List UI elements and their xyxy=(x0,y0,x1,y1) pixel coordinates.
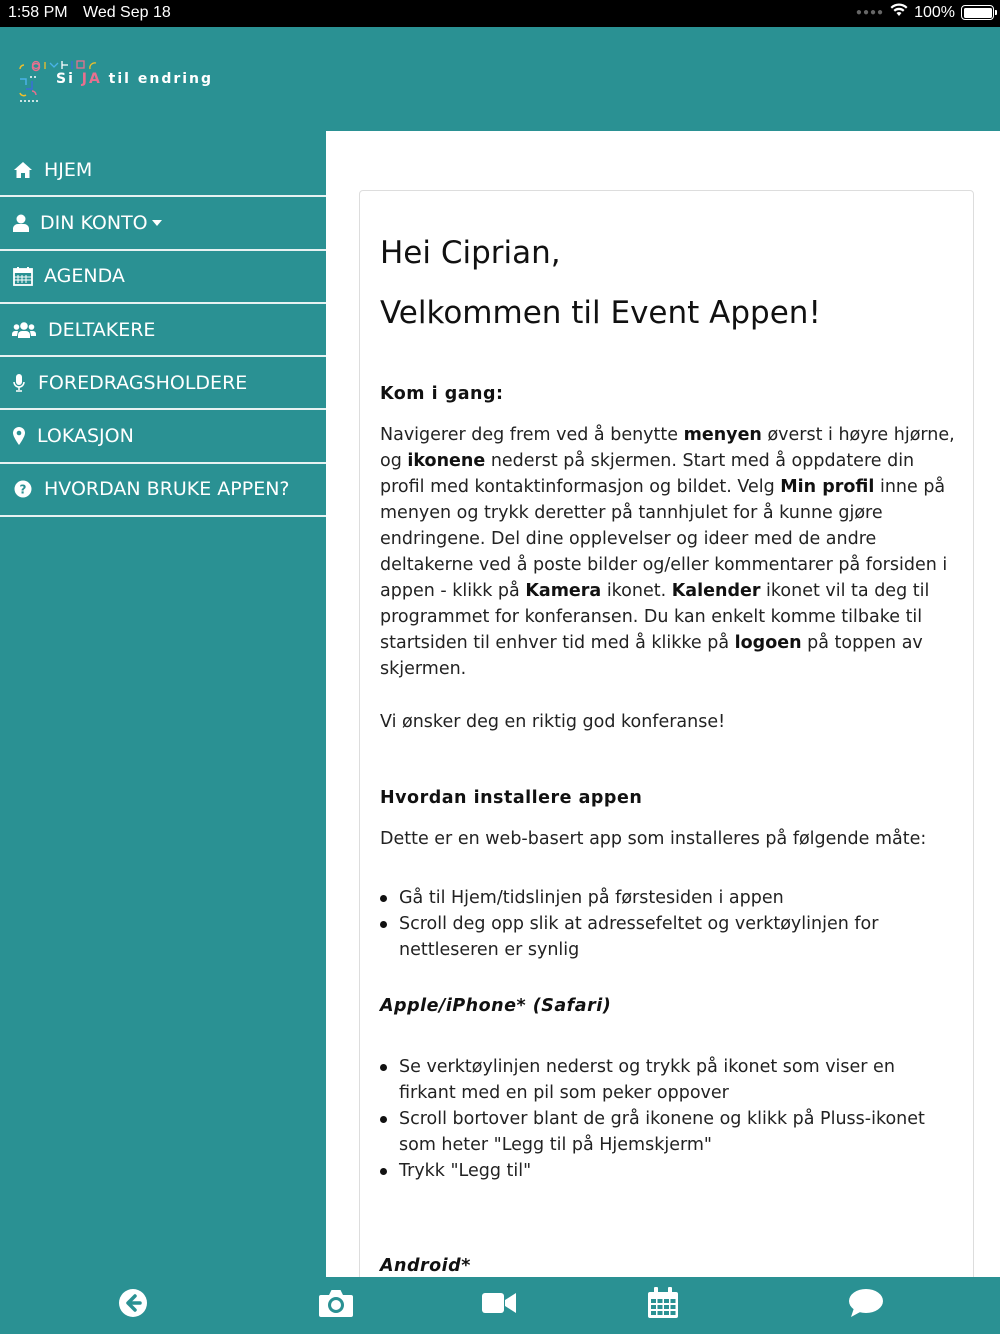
sidebar-item-label: DELTAKERE xyxy=(48,318,156,341)
logo-text-highlight: JA xyxy=(81,71,102,87)
sidebar-item-label: HVORDAN BRUKE APPEN? xyxy=(44,478,290,501)
sidebar-item-deltakere[interactable] xyxy=(0,304,326,357)
camera-icon xyxy=(318,1288,354,1322)
sidebar-item-hvordan-bruke-appen[interactable] xyxy=(0,464,326,517)
intro-bold-menyen: menyen xyxy=(683,425,762,445)
sidebar-item-label: AGENDA xyxy=(44,265,125,288)
install-intro: Dette er en web-basert app som installeres på følgende måte: xyxy=(380,829,927,849)
intro-bold-kalender: Kalender xyxy=(671,581,761,601)
chevron-down-icon xyxy=(152,220,162,226)
logo-text-suffix: til endring xyxy=(101,71,214,87)
wish-paragraph: Vi ønsker deg en riktig god konferanse! xyxy=(380,712,726,732)
content-card xyxy=(359,190,974,1290)
chat-button[interactable] xyxy=(848,1287,884,1323)
status-time: 1:58 PM xyxy=(8,4,68,21)
calendar-button[interactable] xyxy=(645,1287,681,1323)
battery-percent: 100% xyxy=(914,3,955,21)
wifi-icon xyxy=(890,3,908,22)
camera-button[interactable] xyxy=(318,1287,354,1323)
sidebar-item-lokasjon[interactable] xyxy=(0,410,326,463)
video-icon xyxy=(481,1291,517,1319)
chat-icon xyxy=(848,1288,884,1322)
map-marker-icon xyxy=(12,425,26,447)
logo-text xyxy=(56,71,213,87)
logo-text-prefix: Si xyxy=(56,71,82,87)
sidebar-item-din-konto[interactable] xyxy=(0,197,326,250)
sidebar xyxy=(0,131,326,1277)
status-date: Wed Sep 18 xyxy=(83,4,171,21)
apple-title: Apple/iPhone* (Safari) xyxy=(380,996,612,1016)
list-item: Se verktøylinjen nederst og trykk på ikonet som viser en firkant med en pil som peker oppover xyxy=(380,1054,940,1106)
sidebar-item-label: FOREDRAGSHOLDERE xyxy=(38,371,248,394)
status-bar xyxy=(0,0,1000,27)
install-steps-list xyxy=(380,885,940,963)
sidebar-item-foredragsholdere[interactable] xyxy=(0,357,326,410)
intro-text-3: nederst på skjermen. Start med å oppdatere din profil med kontaktinformasjon og bildet. Velg xyxy=(380,451,915,497)
home-icon xyxy=(12,159,34,181)
svg-text:?: ? xyxy=(19,482,27,497)
intro-text-1: Navigerer deg frem ved å benytte xyxy=(380,425,684,445)
calendar-icon xyxy=(12,265,34,287)
users-icon xyxy=(12,319,36,341)
logo[interactable] xyxy=(16,57,213,105)
intro-bold-logoen: logoen xyxy=(734,633,802,653)
question-circle-icon xyxy=(12,478,34,500)
intro-text-2: øverst i høyre hjørne, og xyxy=(380,425,955,471)
bottom-toolbar xyxy=(0,1277,1000,1334)
list-item: Scroll bortover blant de grå ikonene og klikk på Pluss-ikonet som heter "Legg til på Hjemskjerm" xyxy=(380,1106,940,1158)
microphone-icon xyxy=(12,372,26,394)
battery-icon xyxy=(961,5,994,20)
android-title: Android* xyxy=(380,1256,471,1276)
sidebar-item-label: LOKASJON xyxy=(37,425,134,448)
intro-bold-min-profil: Min profil xyxy=(780,477,875,497)
sidebar-item-label: DIN KONTO xyxy=(40,211,148,234)
app-header xyxy=(0,27,1000,131)
intro-bold-kamera: Kamera xyxy=(525,581,602,601)
intro-bold-ikonene: ikonene xyxy=(407,451,486,471)
user-icon xyxy=(12,212,30,234)
logo-decor-icon xyxy=(20,57,100,71)
intro-text-7: på toppen av skjermen. xyxy=(380,633,923,679)
install-title: Hvordan installere appen xyxy=(380,788,643,808)
apple-steps-list xyxy=(380,1054,940,1184)
calendar-icon xyxy=(647,1287,679,1323)
welcome-heading: Velkommen til Event Appen! xyxy=(380,295,821,331)
sidebar-item-hjem[interactable] xyxy=(0,144,326,197)
back-button[interactable] xyxy=(115,1287,151,1323)
list-item: Scroll deg opp slik at adressefeltet og verktøylinjen for nettleseren er synlig xyxy=(380,911,940,963)
intro-paragraph xyxy=(380,422,960,682)
intro-text-4: inne på menyen og trykk deretter på tannhjulet for å kunne gjøre endringene. Del dine opplevelser og ideer med de andre deltakerne ved å poste bilder og/eller kommentarer på forsiden i appen - klikk på xyxy=(380,477,948,601)
greeting-heading: Hei Ciprian, xyxy=(380,235,561,271)
list-item: Gå til Hjem/tidslinjen på førstesiden i appen xyxy=(380,885,940,911)
video-button[interactable] xyxy=(481,1287,517,1323)
back-arrow-icon xyxy=(118,1288,148,1322)
intro-text-6: ikonet vil ta deg til programmet for konferansen. Du kan enkelt komme tilbake til startsiden til enhver tid med å klikke på xyxy=(380,581,930,653)
list-item: Trykk "Legg til" xyxy=(380,1158,940,1184)
sidebar-item-agenda[interactable] xyxy=(0,251,326,304)
signal-icon: ●●●● xyxy=(855,7,885,18)
intro-text-5: ikonet. xyxy=(601,581,672,601)
sidebar-item-label: HJEM xyxy=(44,158,93,181)
getting-started-title: Kom i gang: xyxy=(380,384,504,404)
sidebar-nav xyxy=(0,144,326,517)
